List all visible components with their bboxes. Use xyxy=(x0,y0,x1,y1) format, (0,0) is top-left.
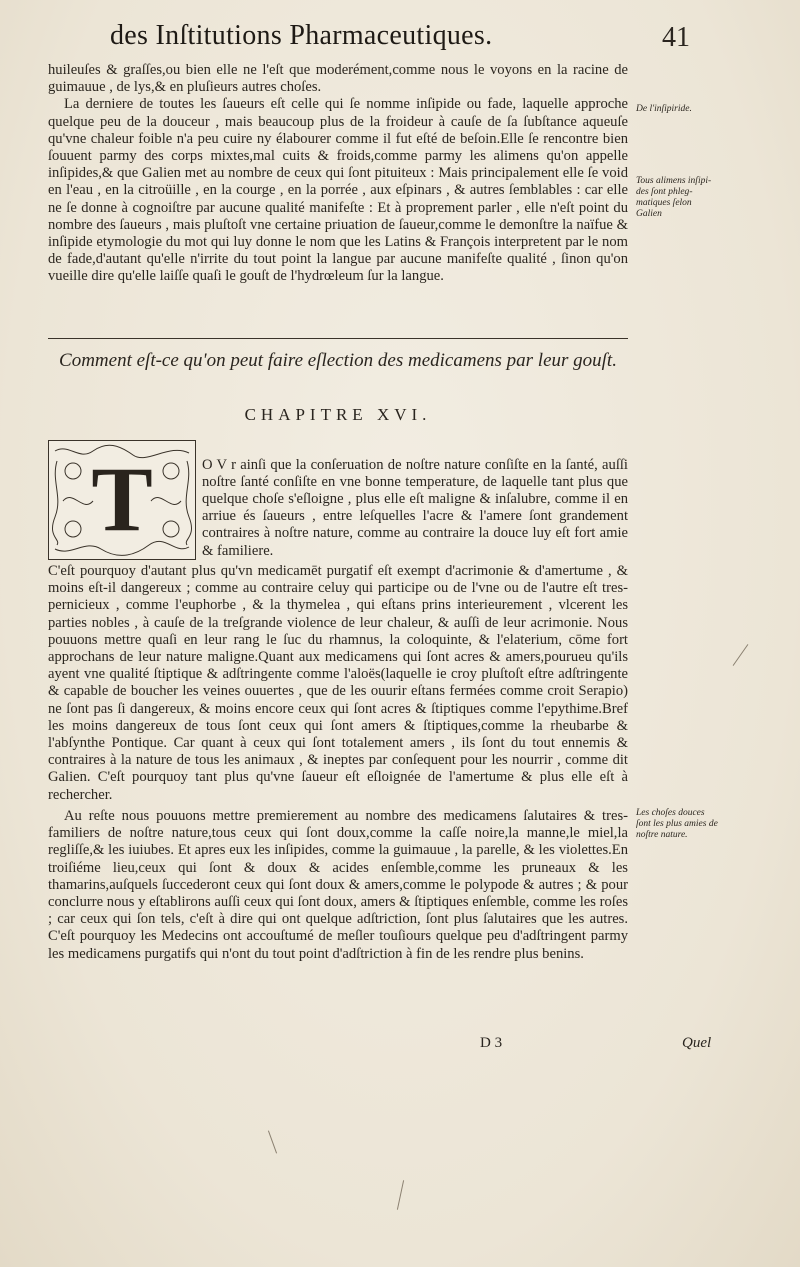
initial-letter: T xyxy=(91,448,153,550)
margin-note-aliments: Tous alimens inſipides ſont phlegmatiques ſelon Galien xyxy=(636,176,712,219)
chapter-number: CHAPITRE XVI. xyxy=(244,405,432,424)
paragraph-1: huileuſes & graſſes,ou bien elle ne l'eſt que moderément,comme nous le voyons en la racine de guimauue , de lys,& en pluſieurs autres choſes. xyxy=(48,62,628,96)
opening-text: O V r ainſi que la conſeruation de noſtre nature conſiſte en la ſanté, auſſi noſtre ſanté conſiſte en vne bonne temperature, de laquelle tant plus que quelque choſe s'eſloigne , plus elle eſt maligne & inſalubre, comme il en arriue és ſaueurs , entre leſquelles l'acre & l'amere ſont grandement contraires à noſtre nature, comme au contraire la douce luy eſt fort amie & familiere. xyxy=(202,456,628,559)
margin-note-choses-douces: Les choſes douces ſont les plus amies de noſtre nature. xyxy=(636,808,718,840)
text-block-3 xyxy=(48,808,628,963)
page-number: 41 xyxy=(662,22,690,53)
paragraph-4: Au reſte nous pouuons mettre premierement au nombre des medicamens ſalutaires & tres-familiers de noſtre nature,tous ceux qui ſont doux,comme la caſſe noire,la manne,le miel,la regliſſe,& les iuiubes. Et apres eux les inſipides, comme la guimauue , la parelle, & les violettes.En troiſiéme lieu,ceux qui ſont & doux & acides enſemble,comme les pruneaux & les thamarins,auſquels ſuccederont ceux qui ſont doux & amers,comme le polypode & autres ; & pour conclurre nous y eſtablirons auſſi ceux qui ſont doux, amers & ſtiptiques enſemble, comme les roſes ; car ceux qui ſon tels, c'eſt à dire qui ont quelque adſtriction, ſont plus ſalutaires que les autres. C'eſt pourquoy les Medecins ont accouſtumé de meſler touſiours quelque peu d'adſtringent parmy les medicamens purgatifs qui n'ont du tout point d'adſtriction à fin de les rendre plus benins. xyxy=(48,808,628,962)
paragraph-3: C'eſt pourquoy d'autant plus qu'vn medicamēt purgatif eſt exempt d'acrimonie & d'amertume , & moins eſt-il dangereux ; comme au contraire celuy qui participe ou de l'vne ou de l'autre eſt tres-pernicieux , comme l'euphorbe , & la thymelea , qui eſtans prins interieurement , vlcerent les parties nobles , à cauſe de la treſgrande violence de leur chaleur, & auſſi de leur acrimonie. Nous pouuons mettre quaſi en leur rang le ſuc du rhamnus, la coloquinte, & l'elaterium, cōme fort approchans de leur nature maligne.Quant aux medicamens qui ſont acres & amers,pourueu qu'ils ayent vne qualité ſtiptique & adſtringente comme l'aloës(laquelle ie croy pluſtoſt eſtre adſtringente & capable de boucher les veines ouuertes , que de les ouurir eſtans fermées comme croit Serapio) ne ſont pas ſi dangereux, & moins encore ceux qui ſont acres & ſtiptiques comme l'epythime.Bref les moins dangereux de tous ſont ceux qui ſont amers & ſtiptiques,comme la rheubarbe & l'abſynthe Pontique. Car quant à ceux qui ſont totalement amers , ils ſont du tout ennemis & contraires à la nature de tous les animaux , & ineptes par conſequent pour les nourrir , comme dit Galien. C'eſt pourquoy tant plus qu'vne ſaueur eſt eſloignée de l'amertume & plus elle eſt à rechercher. xyxy=(48,563,628,803)
decorated-initial-image xyxy=(48,440,196,560)
paragraph-2: La derniere de toutes les ſaueurs eſt celle qui ſe nomme inſipide ou fade, laquelle approche quelque peu de la douceur , mais beaucoup plus de la froideur à cauſe de ſa ſubſtance aqueuſe qu'vne chaleur foible n'a peu cuire ny élabourer comme il fut eſté de beſoin.Elle ſe rencontre bien ſouuent parmy des corps mixtes,mal cuits & froids,comme parmy les alimens qu'on appelle inſipides,& que Galien met au nombre de ceux qui ſont pituiteux : Mais principalement elle ſe void en l'eau , en la citroüille , en la courge , en la porrée , aux eſpinars , & autres ſemblables : car elle ne ſe donne à cognoiſtre par aucune qualité manifeſte : Et à proprement parler , elle n'eſt point du nombre des ſaueurs , mais pluſtoſt vne certaine priuation de ſaueur,comme le demonſtre la naïfue & inſipide etymologie du mot qui luy donne le nom que les Latins & François interpretent par le nom de fade,d'autant qu'elle n'irrite du tout point la langue par aucune manifeſte qualité , ſinon qu'on vueille dire qu'elle laiſſe quaſi le gouſt de l'hydrœleum ſur la langue. xyxy=(48,96,628,285)
margin-note-insipide: De l'inſipiride. xyxy=(636,104,692,114)
running-title: des Inſtitutions Pharmaceutiques. xyxy=(110,20,493,51)
stray-mark xyxy=(397,1180,404,1210)
stray-mark xyxy=(733,644,749,666)
catchword: Quel xyxy=(682,1035,712,1051)
section-rule xyxy=(48,338,628,339)
text-block-2 xyxy=(48,563,628,804)
chapter-title: Comment eſt-ce qu'on peut faire eſlection des medicamens par leur gouſt. xyxy=(59,350,617,371)
text-block-1 xyxy=(48,62,628,286)
signature-mark: D 3 xyxy=(480,1035,503,1051)
stray-mark xyxy=(268,1131,277,1154)
page-header xyxy=(110,20,690,64)
chapter-opening xyxy=(202,442,628,574)
